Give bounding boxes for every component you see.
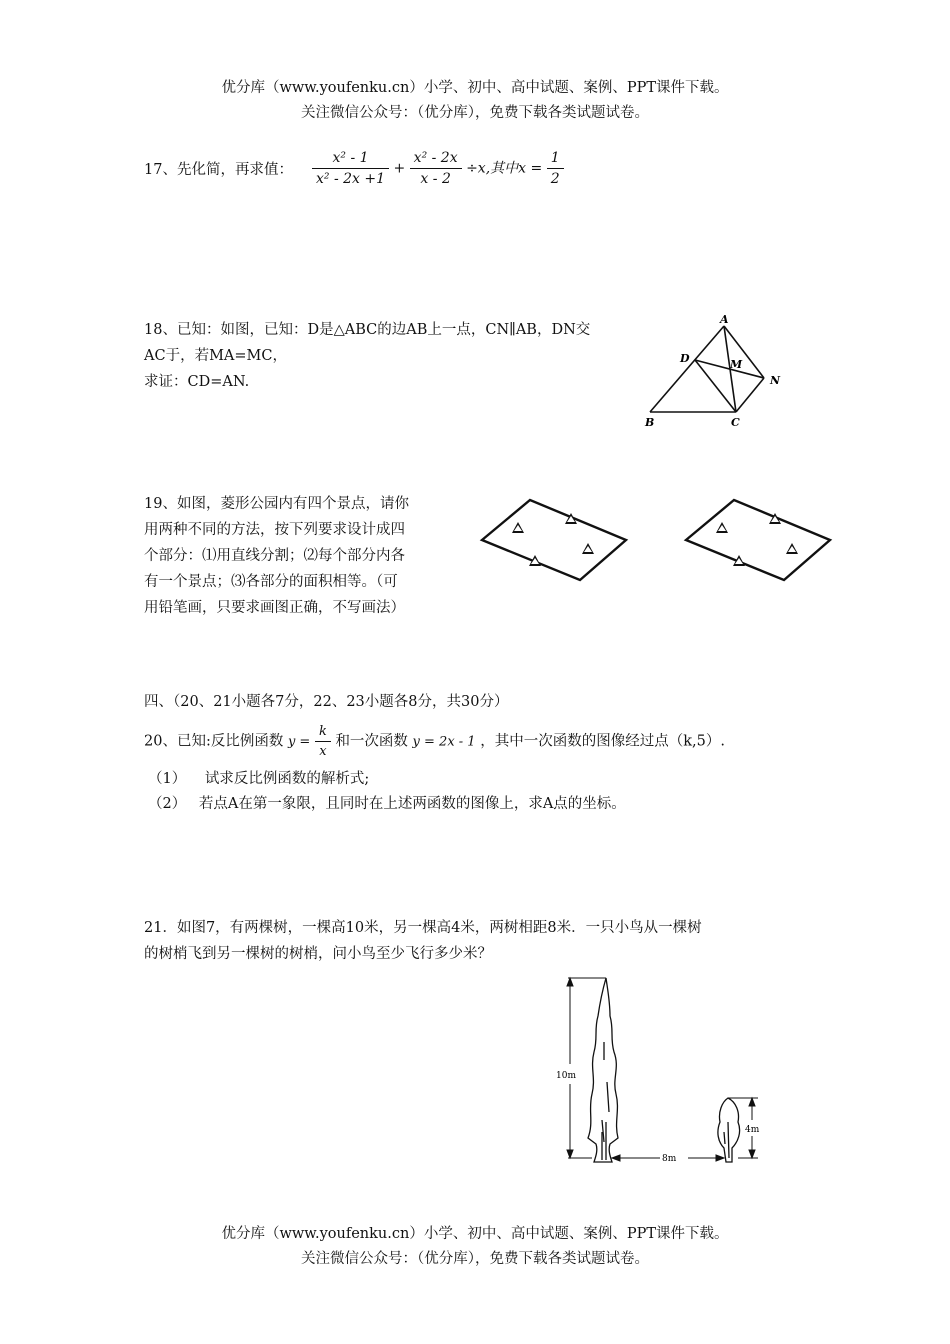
q18-line-1: 18、已知：如图，已知：D是△ABC的边AB上一点，CN∥AB，DN交 (144, 322, 591, 338)
q18-line-3: 求证：CD=AN. (144, 374, 250, 390)
q17-frac2-numerator: x² - 2x (410, 150, 462, 169)
q19-line-5: 用铅笔画，只要求画图正确，不写画法） (144, 600, 405, 616)
q17-plus: + (393, 160, 406, 177)
q21-trees-figure (552, 972, 772, 1168)
q20-f1-lhs: y = (287, 734, 311, 750)
q21-label-dist: 8m (662, 1154, 677, 1164)
q20-suffix: ，其中一次函数的图像经过点（k,5）. (480, 733, 725, 750)
q17-fraction-2 (410, 150, 462, 187)
q20-f1-numerator: k (315, 724, 331, 742)
q19-rhombus-1 (478, 496, 630, 586)
short-tree-icon (718, 1098, 740, 1162)
scenic-spot-icon (512, 522, 524, 533)
q19-rhombus-2 (682, 496, 834, 586)
q20-sub-1 (148, 766, 369, 792)
footer-line-2: 关注微信公众号：（优分库），免费下载各类试题试卷。 (301, 1251, 649, 1267)
tall-tree-icon (588, 978, 618, 1162)
q21-line-2: 的树梢飞到另一棵树的树梢，问小鸟至少飞行多少米？ (144, 946, 492, 962)
q20-mid: 和一次函数 (335, 733, 408, 750)
q20-f1-denominator: x (319, 744, 327, 759)
q17-value-numerator: 1 (547, 150, 564, 169)
scenic-spot-icon (582, 543, 594, 554)
q20-sub-2 (148, 791, 626, 817)
q20-f2: y = 2x - 1 (412, 734, 476, 750)
q20-sub1-number: （1） (148, 771, 187, 787)
q17-frac1-numerator: x² - 1 (312, 150, 389, 169)
q18-label-C: C (731, 416, 740, 429)
q17-frac2-denominator: x - 2 (420, 171, 451, 187)
header-line-2: 关注微信公众号：（优分库），免费下载各类试题试卷。 (301, 105, 649, 121)
q17-fraction-1 (312, 150, 389, 187)
q20-f1-fraction (315, 724, 331, 759)
q19-line-3: 个部分：⑴用直线分割；⑵每个部分内各 (144, 548, 405, 564)
q17-division-part: ÷x,其中x = (466, 160, 543, 177)
header-line-1: 优分库（www.youfenku.cn）小学、初中、高中试题、案例、PPT课件下载。 (221, 80, 729, 96)
q20-sub2-number: （2） (148, 796, 187, 812)
q18-label-M: M (730, 358, 743, 371)
q20-line (144, 724, 725, 759)
q20-prefix: 20、已知:反比例函数 (144, 733, 284, 750)
q19-line-1: 19、如图，菱形公园内有四个景点，请你 (144, 496, 409, 512)
q19-line-2: 用两种不同的方法，按下列要求设计成四 (144, 522, 405, 538)
q17-value-fraction (547, 150, 564, 187)
q18-line-2: AC于，若MA=MC， (144, 348, 287, 364)
q17-prefix: 17、先化简，再求值： (144, 162, 293, 178)
q18-label-A: A (720, 313, 729, 326)
q20-sub2-text: 若点A在第一象限，且同时在上述两函数的图像上，求A点的坐标。 (198, 796, 626, 812)
q21-label-tall: 10m (556, 1071, 576, 1081)
q21-label-short: 4m (745, 1125, 760, 1135)
q17-expression (312, 150, 564, 187)
footer-line-1: 优分库（www.youfenku.cn）小学、初中、高中试题、案例、PPT课件下载。 (221, 1226, 729, 1242)
q20-sub1-text: 试求反比例函数的解析式; (204, 771, 370, 787)
q18-label-D: D (680, 352, 690, 365)
q18-label-B: B (645, 416, 655, 429)
q18-label-N: N (770, 374, 781, 387)
section-4-title: 四、（20、21小题各7分，22、23小题各8分，共30分） (144, 694, 509, 710)
q21-line-1: 21．如图7，有两棵树，一棵高10米，另一棵高4米，两树相距8米．一只小鸟从一棵树 (144, 920, 702, 936)
q17-frac1-denominator: x² - 2x +1 (316, 171, 386, 187)
q18-triangle-figure (640, 312, 790, 432)
scenic-spot-icon (716, 522, 728, 533)
q19-line-4: 有一个景点；⑶各部分的面积相等。（可 (144, 574, 398, 590)
q17-value-denominator: 2 (550, 171, 560, 187)
scenic-spot-icon (786, 543, 798, 554)
